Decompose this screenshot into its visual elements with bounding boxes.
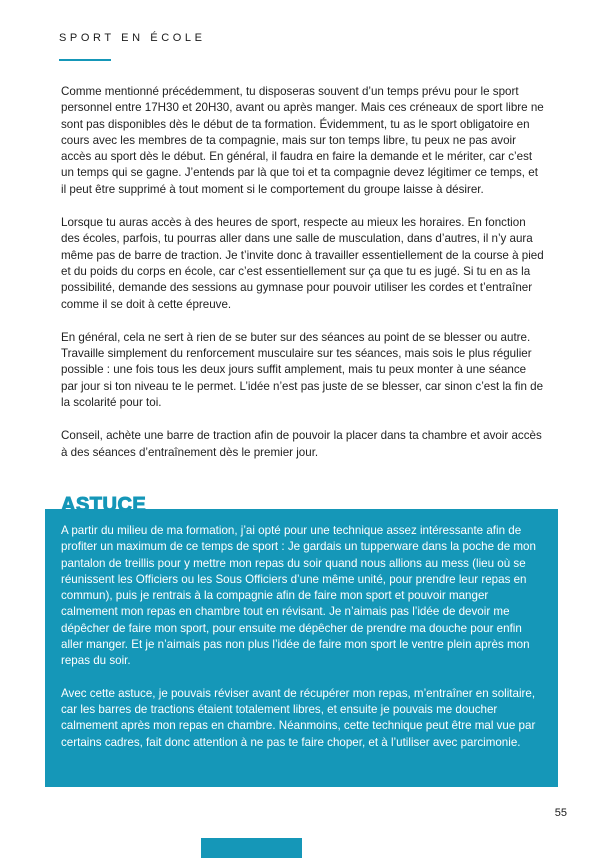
body-text <box>61 84 545 478</box>
body-paragraph: Lorsque tu auras accès à des heures de sport, respecte au mieux les horaires. En fonction des écoles, parfois, tu pourras aller dans une salle de musculation, dans d’autres, il n’y aura même pas de barre de traction. Je t’invite donc à travailler essentiellement de la course à pied et du poids du corps en école, car c’est essentiellement sur ça que tu es jugé. Si tu en as la possibilité, demande des sessions au gymnase pour pouvoir utiliser les cordes et t’entraîner comme il se doit à cette épreuve. <box>61 216 544 311</box>
footer-accent-tab <box>201 838 302 858</box>
tip-paragraph: A partir du milieu de ma formation, j’ai opté pour une technique assez intéressante afin de profiter un maximum de ce temps de sport : Je gardais un tupperware dans la poche de mon pantalon de treillis pour y mettre mon repas du soir quand nous allions au mess (lieu où se réunissent les Officiers ou les Sous Officiers d’une même unité, pour prendre leur repas en commun), puis je rentrais à la compagnie afin de faire mon sport et pouvoir manger calmement mon repas en chambre tout en révisant. Je n’aimais pas l’idée de devoir me dépêcher de faire mon sport, pour ensuite me dépêcher de prendre ma douche pour enfin aller manger. Et je n’aimais pas non plus l’idée de faire mon sport le ventre plein après mon repas du soir. <box>61 524 536 668</box>
body-paragraph: En général, cela ne sert à rien de se buter sur des séances au point de se blesser ou autre. Travaille simplement du renforcement musculaire sur tes séances, mais sois le plus régulier possible : une fois tous les deux jours suffit amplement, mais tu peux monter à une séance par jour si ton niveau te le permet. L’idée n’est pas juste de se blesser, car sinon c’est la fin de la scolarité pour toi. <box>61 330 544 410</box>
page-number: 55 <box>554 807 567 819</box>
tip-text <box>61 523 545 767</box>
body-paragraph: Comme mentionné précédemment, tu disposeras souvent d’un temps prévu pour le sport personnel entre 17H30 et 20H30, avant ou après manger. Mais ces créneaux de sport libre ne sont pas disponibles dès le début de ta formation. Évidemment, tu as le sport obligatoire en cours avec les membres de ta compagnie, mais sur ton temps libre, tu peux ne pas avoir accès au sport dès le début. En général, il faudra en faire la demande et le mériter, car c’est un temps qui se gagne. J’entends par là que toi et ta compagnie devez légitimer ce temps, et il peut être supprimé à tout moment si le comportement du groupe laisse à désirer. <box>61 85 544 196</box>
page-header-title: SPORT EN ÉCOLE <box>59 32 206 44</box>
tip-heading: ASTUCE <box>61 494 147 516</box>
tip-paragraph: Avec cette astuce, je pouvais réviser avant de récupérer mon repas, m’entraîner en solitaire, car les barres de tractions étaient totalement libres, et ensuite je pouvais me doucher calmement après mon repas en chambre. Néanmoins, cette technique peut être mal vue par certains cadres, fait donc attention à ne pas te faire choper, et à l’utiliser avec parcimonie. <box>61 686 536 749</box>
header-accent-rule <box>59 59 111 61</box>
body-paragraph: Conseil, achète une barre de traction afin de pouvoir la placer dans ta chambre et avoir accès à des séances d’entraînement dès le premier jour. <box>61 429 542 459</box>
